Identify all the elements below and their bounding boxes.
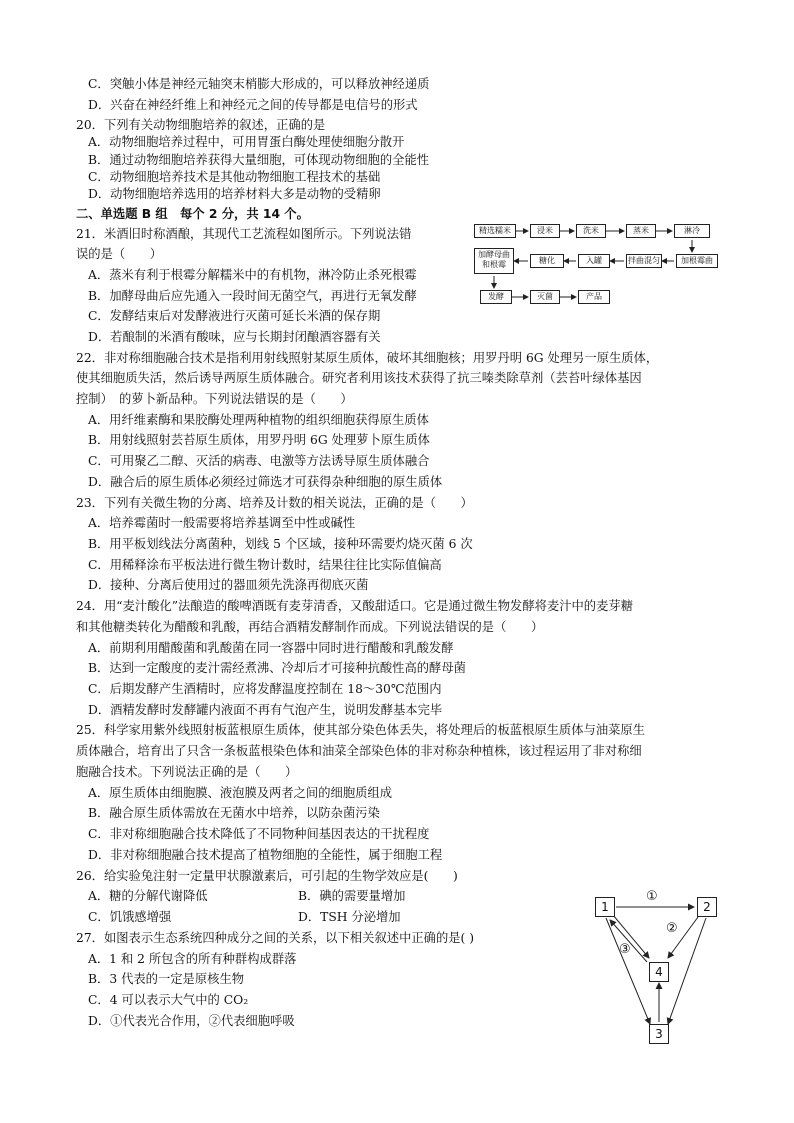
q21-option-d: D．若酿制的米酒有酸味，应与长期封闭酿酒容器有关 — [88, 330, 381, 344]
q24-stem-2: 和其他糖类转化为醋酸和乳酸，再结合酒精发酵制作而成。下列说法错误的是（ ） — [76, 620, 544, 634]
q21-option-b: B．加酵母曲后应先通入一段时间无菌空气，再进行无氧发酵 — [88, 289, 417, 303]
flow-box-add-yeast: 加酵母曲和根霉 — [474, 248, 514, 274]
q27-stem: 27．如图表示生态系统四种成分之间的关系，以下相关叙述中正确的是( ) — [76, 931, 475, 945]
q19-option-d: D．兴奋在神经纤维上和神经元之间的传导都是电信号的形式 — [88, 98, 418, 112]
q20-stem: 20．下列有关动物细胞培养的叙述，正确的是 — [76, 118, 326, 132]
flow-box-product: 产品 — [578, 290, 610, 304]
flow-box-steam: 蒸米 — [626, 224, 656, 238]
q24-stem-1: 24．用“麦汁酸化”法酿造的酸啤酒既有麦芽清香，又酸甜适口。它是通过微生物发酵将麦汁中的麦芽糖 — [76, 599, 633, 613]
ecosystem-diagram — [586, 888, 726, 1046]
flow-box-into-tank: 入罐 — [578, 254, 610, 268]
q23-option-d: D．接种、分离后使用过的器皿须先洗涤再彻底灭菌 — [88, 578, 369, 592]
q22-stem-1: 22．非对称细胞融合技术是指利用射线照射某原生质体，破坏其细胞核；用罗丹明 6G 处理另一原生质体， — [76, 351, 659, 365]
q22-option-d: D．融合后的原生质体必须经过筛选才可获得杂种细胞的原生质体 — [88, 475, 443, 489]
q23-stem: 23．下列有关微生物的分离、培养及计数的相关说法，正确的是（ ） — [76, 496, 473, 510]
q24-option-d: D．酒精发酵时发酵罐内液面不再有气泡产生，说明发酵基本完毕 — [88, 703, 443, 717]
q26-option-c: C．饥饿感增强 — [88, 910, 172, 924]
q25-stem-3: 胞融合技术。下列说法正确的是（ ） — [76, 765, 298, 779]
q23-option-a: A．培养霉菌时一般需要将培养基调至中性或碱性 — [88, 516, 356, 530]
flow-box-soak: 浸米 — [530, 224, 560, 238]
q19-option-c: C．突触小体是神经元轴突末梢膨大形成的，可以释放神经递质 — [88, 77, 430, 91]
flow-box-ferment: 发酵 — [480, 290, 512, 304]
q22-stem-2: 使其细胞质失活，然后诱导两原生质体融合。研究者利用该技术获得了抗三嗪类除草剂（芸苔叶绿体基因 — [76, 371, 642, 385]
flow-box-saccharify: 糖化 — [530, 254, 564, 268]
q20-option-d: D．动物细胞培养选用的培养材料大多是动物的受精卵 — [88, 187, 381, 201]
q25-option-a: A．原生质体由细胞膜、液泡膜及两者之间的细胞质组成 — [88, 786, 393, 800]
eco-node-1: 1 — [595, 897, 615, 917]
rice-wine-flowchart — [474, 222, 724, 312]
q23-option-c: C．用稀释涂布平板法进行微生物计数时，结果往往比实际值偏高 — [88, 558, 442, 572]
q21-stem-2: 误的是（ ） — [76, 247, 163, 261]
flow-box-wash: 洗米 — [576, 224, 606, 238]
flow-box-cool: 淋冷 — [674, 224, 710, 238]
q22-option-b: B．用射线照射芸苔原生质体，用罗丹明 6G 处理萝卜原生质体 — [88, 433, 430, 447]
flow-box-add-rhizopus: 加根霉曲 — [676, 254, 718, 268]
flow-box-mix-koji: 拌曲混匀 — [626, 254, 662, 268]
q23-option-b: B．用平板划线法分离菌种，划线 5 个区域，接种环需要灼烧灭菌 6 次 — [88, 537, 473, 551]
eco-arrow-label-2: ② — [666, 921, 678, 936]
eco-arrow-label-1: ① — [646, 889, 658, 904]
q27-option-b: B．3 代表的一定是原核生物 — [88, 972, 245, 986]
q24-option-b: B．达到一定酸度的麦汁需经煮沸、冷却后才可接种抗酸性高的酵母菌 — [88, 661, 466, 675]
q22-stem-3: 控制） 的萝卜新品种。下列说法错误的是（ ） — [76, 392, 353, 406]
q22-option-c: C．可用聚乙二醇、灭活的病毒、电激等方法诱导原生质体融合 — [88, 454, 430, 468]
q27-option-c: C．4 可以表示大气中的 CO₂ — [88, 993, 249, 1007]
eco-node-4: 4 — [649, 962, 669, 982]
q26-option-d: D．TSH 分泌增加 — [298, 910, 401, 924]
q25-stem-1: 25．科学家用紫外线照射板蓝根原生质体，使其部分染色体丢失，将处理后的板蓝根原生质体与油菜原生 — [76, 723, 646, 737]
q27-option-a: A．1 和 2 所包含的所有种群构成群落 — [88, 952, 297, 966]
q25-option-b: B．融合原生质体需放在无菌水中培养，以防杂菌污染 — [88, 806, 380, 820]
q25-option-d: D．非对称细胞融合技术提高了植物细胞的全能性，属于细胞工程 — [88, 848, 443, 862]
q21-option-c: C．发酵结束后对发酵液进行灭菌可延长米酒的保存期 — [88, 309, 381, 323]
q26-option-a: A．糖的分解代谢降低 — [88, 889, 208, 903]
q25-stem-2: 质体融合，培育出了只含一条板蓝根染色体和油菜全部染色体的非对称杂种植株，该过程运用了非对称细 — [76, 744, 642, 758]
q26-option-b: B．碘的需要量增加 — [298, 889, 406, 903]
flow-box-sterilize: 灭菌 — [530, 290, 560, 304]
flow-box-select-rice: 精选糯米 — [474, 224, 516, 238]
q20-option-c: C．动物细胞培养技术是其他动物细胞工程技术的基础 — [88, 170, 381, 184]
eco-arrow-label-3: ③ — [619, 942, 631, 957]
q26-stem: 26．给实验兔注射一定量甲状腺激素后，可引起的生物学效应是( ) — [76, 869, 458, 883]
q25-option-c: C．非对称细胞融合技术降低了不同物种间基因表达的干扰程度 — [88, 827, 430, 841]
section-heading: 二、单选题 B 组 每个 2 分，共 14 个。 — [76, 207, 309, 221]
q20-option-a: A．动物细胞培养过程中，可用胃蛋白酶处理使细胞分散开 — [88, 135, 405, 149]
q24-option-a: A．前期利用醋酸菌和乳酸菌在同一容器中同时进行醋酸和乳酸发酵 — [88, 641, 454, 655]
q27-option-d: D．①代表光合作用，②代表细胞呼吸 — [88, 1014, 295, 1028]
q21-option-a: A．蒸米有利于根霉分解糯米中的有机物，淋冷防止杀死根霉 — [88, 268, 417, 282]
eco-node-2: 2 — [697, 897, 717, 917]
q24-option-c: C．后期发酵产生酒精时，应将发酵温度控制在 18～30℃范围内 — [88, 682, 442, 696]
eco-node-3: 3 — [649, 1024, 669, 1044]
q21-stem-1: 21．米酒旧时称酒酿，其现代工艺流程如图所示。下列说法错 — [76, 227, 412, 241]
q22-option-a: A．用纤维素酶和果胶酶处理两种植物的组织细胞获得原生质体 — [88, 413, 429, 427]
q20-option-b: B．通过动物细胞培养获得大量细胞，可体现动物细胞的全能性 — [88, 153, 430, 167]
